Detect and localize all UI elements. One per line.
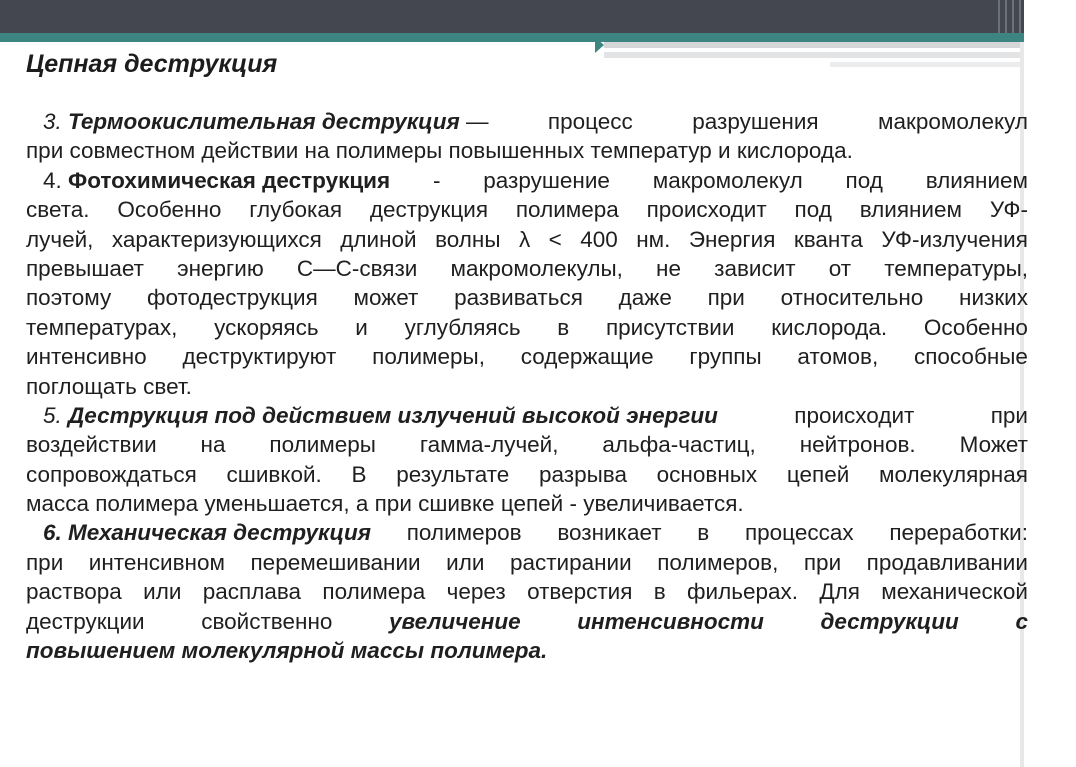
p6-line-1: 6. Механическая деструкция полимеров возникает в процессах переработки: <box>43 520 1028 546</box>
p5-line-2: воздействии на полимеры гамма-лучей, альфа-частиц, нейтронов. Может <box>26 432 1028 458</box>
term-high-energy-radiation: Деструкция под действием излучений высокой энергии <box>68 402 718 428</box>
dash: — <box>465 109 489 134</box>
term-photochemical: Фотохимическая деструкция <box>68 167 391 193</box>
header-arrow-icon <box>595 37 604 53</box>
header-stripe <box>1005 0 1007 33</box>
p4-line-7: интенсивно деструктируют полимеры, содержащие группы атомов, способные <box>26 344 1028 370</box>
p5-line-1: 5. Деструкция под действием излучений высокой энергии происходит при <box>43 402 1028 428</box>
header-grey-band <box>830 62 1024 67</box>
slide-title: Цепная деструкция <box>26 50 278 78</box>
term-mechanical: Механическая деструкция <box>68 520 371 546</box>
term-thermo-oxidative: Термоокислительная деструкция <box>68 109 460 134</box>
header-grey-band <box>604 52 1024 58</box>
p4-line-8: поглощать свет. <box>26 373 192 399</box>
header-stripe <box>1019 0 1021 33</box>
p4-line-4: превышает энергию С—С-связи макромолекулы, не зависит от температуры, <box>26 255 1028 281</box>
p3-line-1: 3. Термоокислительная деструкция — процесс разрушения макромолекул <box>43 109 1028 134</box>
p6-line-3: раствора или расплава полимера через отверстия в фильерах. Для механической <box>26 579 1028 605</box>
p5-line-4: масса полимера уменьшается, а при сшивке цепей - увеличивается. <box>26 491 744 517</box>
p3-line-2: при совместном действии на полимеры повышенных температур и кислорода. <box>26 138 853 164</box>
item-number: 6. <box>43 520 62 546</box>
p6-line-2: при интенсивном перемешивании или растирании полимеров, при продавливании <box>26 549 1028 575</box>
item-number: 5. <box>43 402 62 428</box>
p5-line-3: сопровождаться сшивкой. В результате разрыва основных цепей молекулярная <box>26 461 1028 487</box>
p6-line-5: повышением молекулярной массы полимера. <box>26 638 548 664</box>
p4-line-5: поэтому фотодеструкция может развиваться даже при относительно низких <box>26 285 1028 311</box>
header-band <box>0 0 1024 33</box>
p4-line-1: 4. Фотохимическая деструкция - разрушение макромолекул под влиянием <box>43 167 1028 193</box>
item-number: 3. <box>43 109 62 134</box>
header-stripe <box>998 0 1000 33</box>
header-stripe <box>1012 0 1014 33</box>
slide-body <box>26 107 1076 665</box>
p6-line-4: деструкции свойственно увеличение интенсивности деструкции с <box>26 608 1028 634</box>
p4-line-6: температурах, ускоряясь и углубляясь в присутствии кислорода. Особенно <box>26 314 1028 340</box>
item-number: 4. <box>43 167 62 193</box>
p4-line-2: света. Особенно глубокая деструкция полимера происходит под влиянием УФ- <box>26 197 1028 223</box>
p4-line-3: лучей, характеризующихся длиной волны λ < 400 нм. Энергия кванта УФ-излучения <box>26 226 1028 252</box>
header-accent-band <box>0 33 1024 42</box>
header-grey-band <box>604 42 1024 48</box>
